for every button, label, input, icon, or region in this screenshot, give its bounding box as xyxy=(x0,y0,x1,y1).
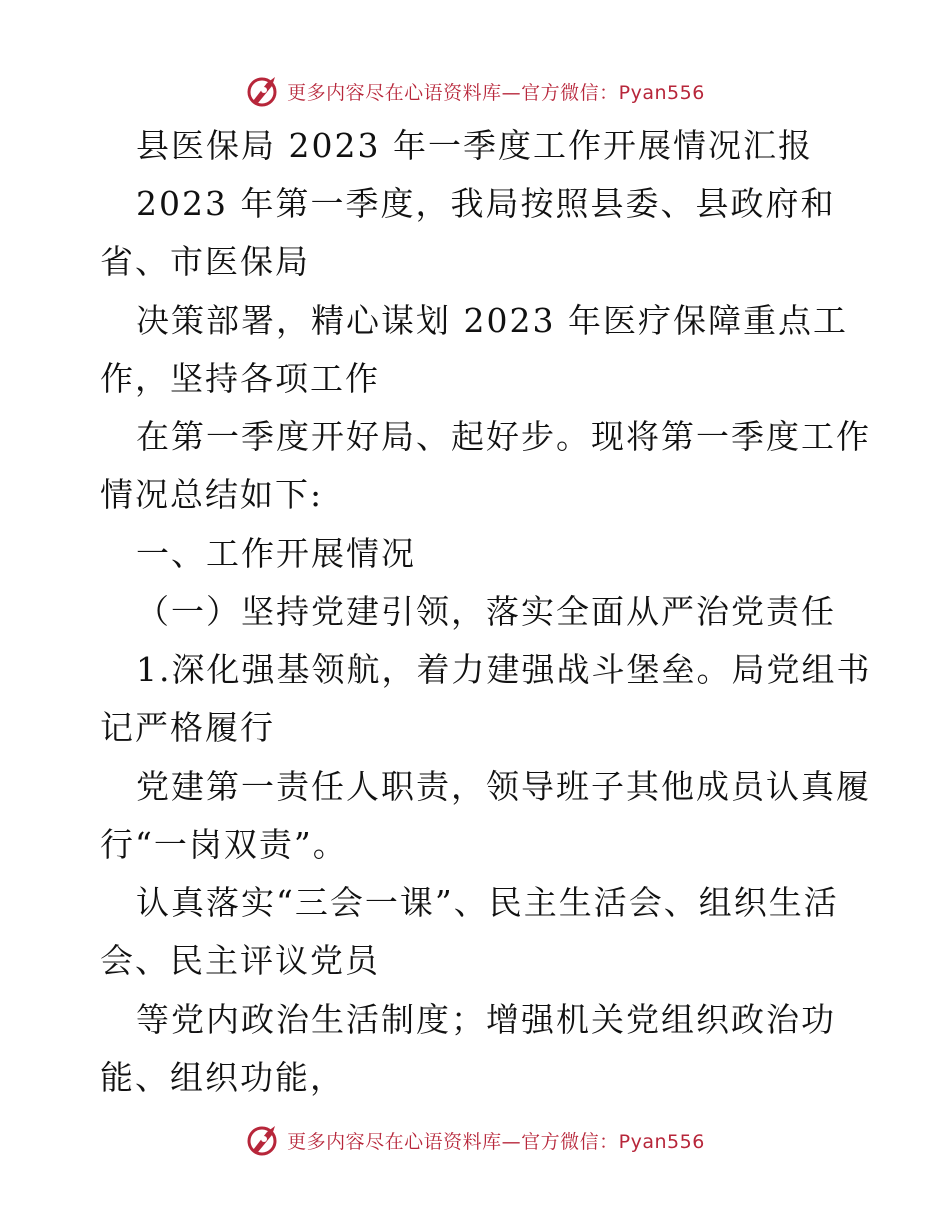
paragraph-line: 会、民主评议党员 xyxy=(100,941,380,980)
paragraph-line: 决策部署，精心谋划 2023 年医疗保障重点工 xyxy=(136,301,848,340)
paragraph-line: 省、市医保局 xyxy=(100,242,310,281)
section-heading: 一、工作开展情况 xyxy=(136,534,416,573)
paragraph-line: 记严格履行 xyxy=(100,708,275,747)
paragraph-line: 作，坚持各项工作 xyxy=(100,359,380,398)
paragraph-line: 等党内政治生活制度；增强机关党组织政治功 xyxy=(136,1000,836,1039)
subsection-heading: （一）坚持党建引领，落实全面从严治党责任 xyxy=(136,592,836,631)
paragraph-line: 2023 年第一季度，我局按照县委、县政府和 xyxy=(136,184,836,223)
paragraph-line: 党建第一责任人职责，领导班子其他成员认真履 xyxy=(136,767,871,806)
paragraph-line: 行“一岗双责”。 xyxy=(100,825,348,864)
paragraph-line: 在第一季度开好局、起好步。现将第一季度工作 xyxy=(136,417,871,456)
watermark-text: 更多内容尽在心语资料库—官方微信：Pyan556 xyxy=(287,1130,705,1153)
paragraph-line: 1.深化强基领航，着力建强战斗堡垒。局党组书 xyxy=(136,650,872,689)
header-watermark xyxy=(0,71,950,111)
paragraph-line: 认真落实“三会一课”、民主生活会、组织生活 xyxy=(136,883,839,922)
footer-watermark xyxy=(0,1120,950,1160)
paragraph-line: 能、组织功能， xyxy=(100,1058,345,1097)
pen-logo-icon xyxy=(245,73,281,109)
document-title: 县医保局 2023 年一季度工作开展情况汇报 xyxy=(136,126,813,165)
paragraph-line: 情况总结如下: xyxy=(100,475,324,514)
watermark-text: 更多内容尽在心语资料库—官方微信：Pyan556 xyxy=(287,81,705,104)
pen-logo-icon xyxy=(245,1122,281,1158)
